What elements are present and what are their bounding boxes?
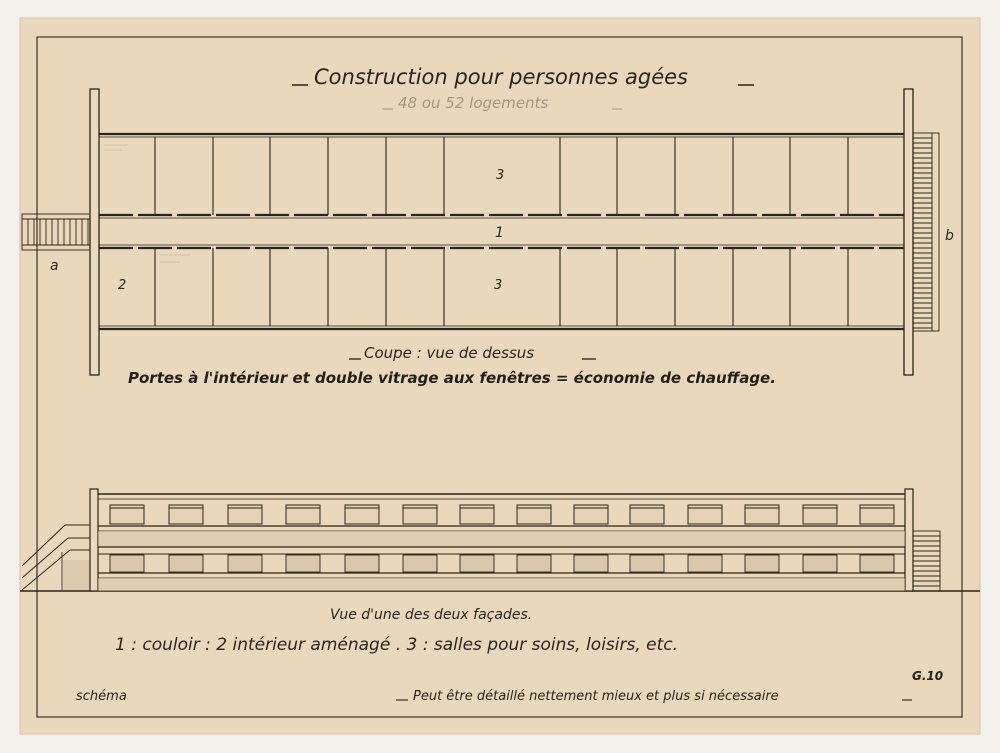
window-lower: [745, 555, 779, 572]
sheet-number: G.10: [912, 669, 944, 683]
footer-left: schéma: [76, 689, 127, 704]
label-rooms-bottom: 3: [494, 278, 503, 293]
window-lower: [345, 555, 379, 572]
window-lower: [517, 555, 551, 572]
plan-caption: Coupe : vue de dessus: [364, 344, 535, 362]
window-lower: [688, 555, 722, 572]
title: Construction pour personnes agées: [314, 65, 688, 89]
label-stair-a: a: [50, 258, 59, 274]
window-lower: [286, 555, 320, 572]
window-lower: [460, 555, 494, 572]
window-lower: [803, 555, 837, 572]
label-rooms-top: 3: [496, 168, 505, 183]
end-wall-right: [904, 89, 913, 375]
plan-note: Portes à l'intérieur et double vitrage aux fenêtres = économie de chauffage.: [128, 369, 776, 387]
facade-post-right: [905, 489, 913, 591]
footer-right: Peut être détaillé nettement mieux et plus si nécessaire: [413, 689, 779, 704]
label-stair-b: b: [945, 228, 954, 244]
legend: 1 : couloir : 2 intérieur aménagé . 3 : salles pour soins, loisirs, etc.: [115, 635, 679, 655]
label-corridor: 1: [495, 225, 504, 241]
window-lower: [574, 555, 608, 572]
window-lower: [860, 555, 894, 572]
end-wall-left: [90, 89, 99, 375]
window-lower: [169, 555, 203, 572]
window-lower: [110, 555, 144, 572]
window-lower: [228, 555, 262, 572]
facade-post-left: [90, 489, 98, 591]
window-lower: [403, 555, 437, 572]
subtitle-pencil: 48 ou 52 logements: [398, 94, 549, 112]
label-interior: 2: [118, 278, 127, 293]
facade-caption: Vue d'une des deux façades.: [330, 607, 533, 623]
window-lower: [630, 555, 664, 572]
